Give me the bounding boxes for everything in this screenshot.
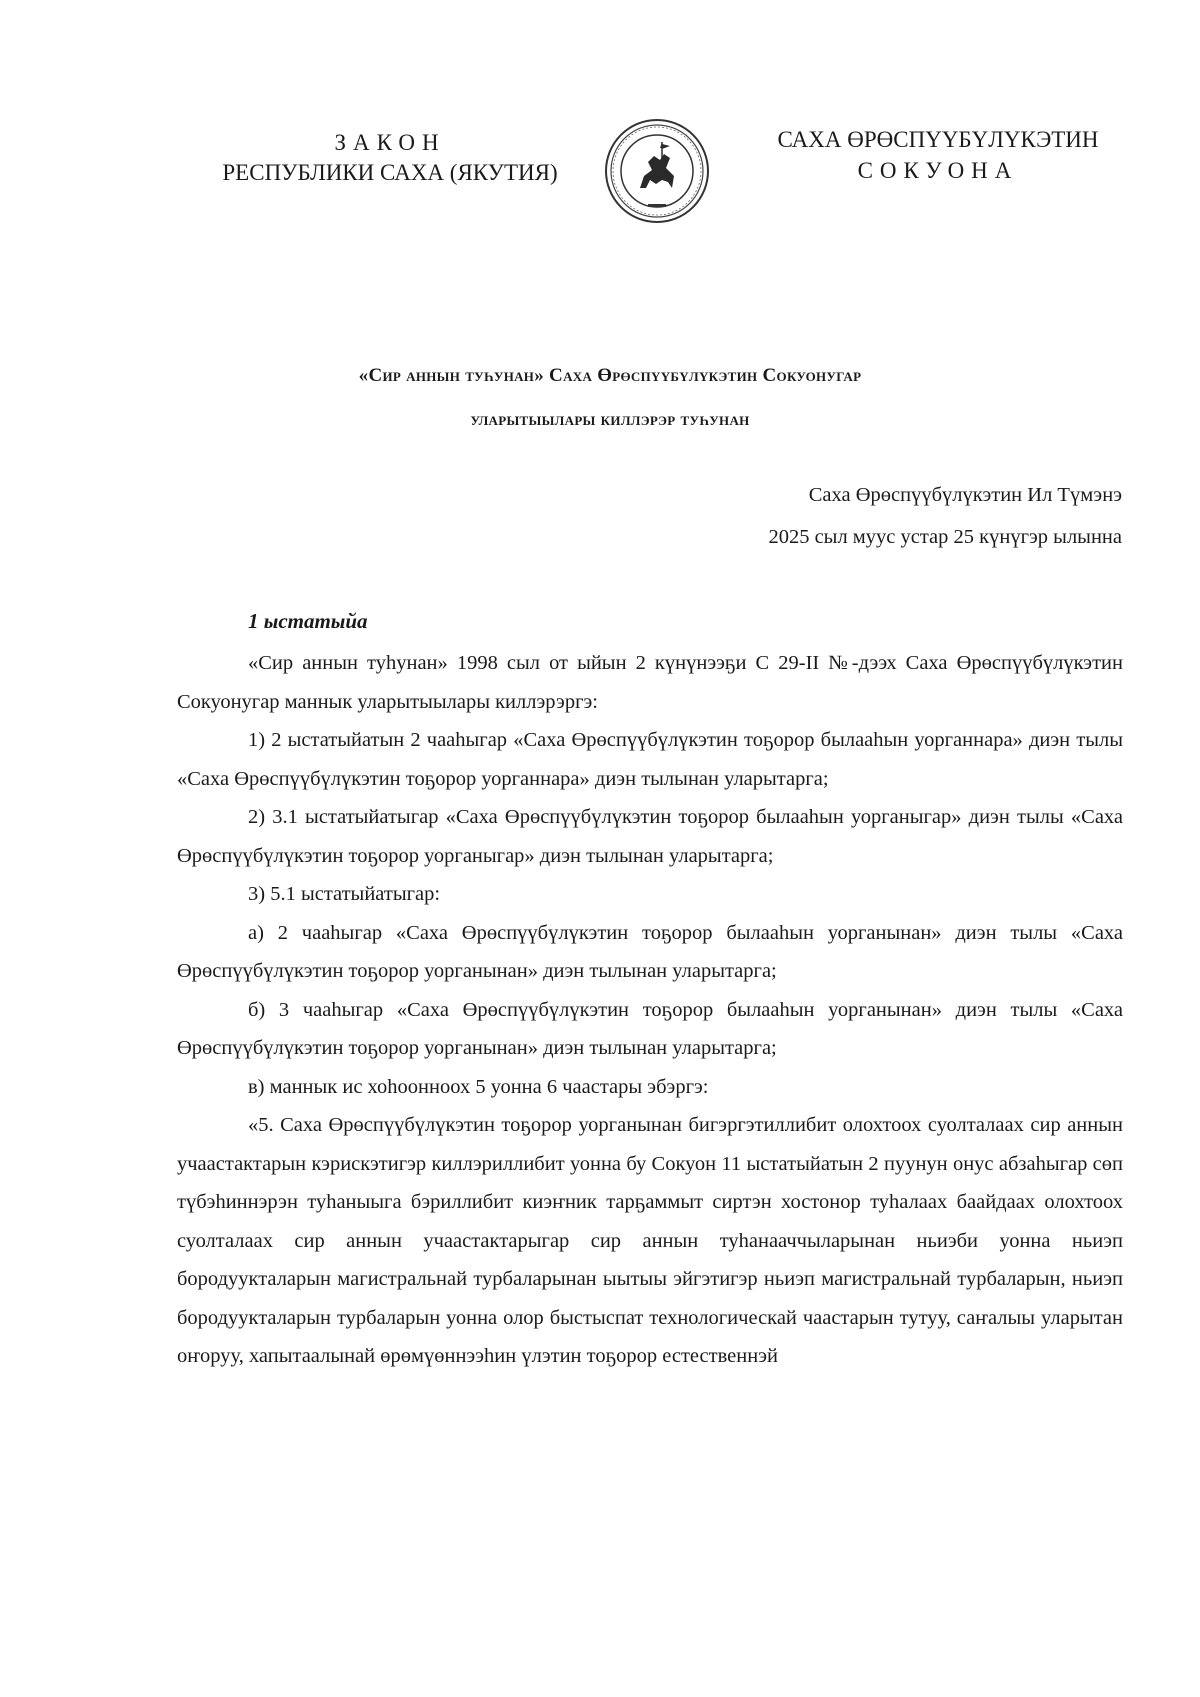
paragraph: 1) 2 ыстатыйатын 2 чааһыгар «Саха Өрөспүүбүлүкэтин тоҕорор былааһын уорганнара» диэн тылы «Саха Өрөспүүбүлүкэтин тоҕорор уорганнара» диэн тылынан уларытарга; (177, 729, 1123, 790)
republic-name-ru: РЕСПУБЛИКИ САХА (ЯКУТИЯ) (222, 160, 558, 185)
article-body (177, 644, 1123, 1376)
paragraph: а) 2 чааһыгар «Саха Өрөспүүбүлүкэтин тоҕорор былааһын уорганынан» диэн тылы «Саха Өрөспүүбүлүкэтин тоҕорор уорганынан» диэн тылынан уларытарга; (177, 921, 1123, 982)
document-title (180, 354, 1040, 442)
law-word-sakha: СОКУОНА (857, 158, 1019, 183)
paragraph: 3) 5.1 ыстатыйатыгар: (248, 883, 441, 905)
title-line-2: уларытыылары киллэрэр туһунан (470, 409, 750, 430)
header-right (738, 124, 1138, 186)
article-heading: 1 ыстатыйа (248, 609, 368, 633)
republic-name-sakha: САХА ӨРӨСПҮҮБҮЛҮКЭТИН (777, 127, 1099, 152)
paragraph: 2) 3.1 ыстатыйатыгар «Саха Өрөспүүбүлүкэтин тоҕорор былааһын уорганыгар» диэн тылы «Саха Өрөспүүбүлүкэтин тоҕорор уорганыгар» диэн тылынан уларытарга; (177, 806, 1123, 867)
law-word: ЗАКОН (334, 130, 446, 155)
header-left (200, 128, 580, 188)
paragraph: «5. Саха Өрөспүүбүлүкэтин тоҕорор уорганынан бигэргэтиллибит олохтоох суолталаах сир аннын учаастактарын кэрискэтигэр киллэриллибит уонна бу Сокуон 11 ыстатыйатын 2 пуунун онус абзаһыгар сөп түбэһиннэрэн туһаныыга бэриллибит киэҥник тарҕаммыт сиртэн хостонор туһалаах баайдаах олохтоох суолталаах сир аннын учаастактарыгар сир аннын туһанааччыларынан ньиэби уонна ньиэп бородуукталарын магистральнай турбаларынан ыытыы эйгэтигэр ньиэп магистральнай турбаларын, ньиэп бородуукталарын турбаларын уонна олор быстыспат технологическай чаастарын тутуу, саҥалыы уларытан оҥоруу, хапытаалынай өрөмүөннээһин үлэтин тоҕорор естественнэй (177, 1114, 1123, 1367)
coat-of-arms-emblem-icon (604, 118, 710, 224)
paragraph: б) 3 чааһыгар «Саха Өрөспүүбүлүкэтин тоҕорор былааһын уорганынан» диэн тылы «Саха Өрөспүүбүлүкэтин тоҕорор уорганынан» диэн тылынан уларытарга; (177, 998, 1123, 1059)
paragraph: в) маннык ис хоһоонноох 5 уонна 6 чаастары эбэргэ: (248, 1075, 709, 1098)
adoption-date: 2025 сыл муус устар 25 күнүгэр ылынна (768, 526, 1122, 548)
adopting-body: Саха Өрөспүүбүлүкэтин Ил Түмэнэ (808, 484, 1122, 506)
paragraph: «Сир аннын туһунан» 1998 сыл от ыйын 2 күнүнээҕи С 29-II №-дээх Саха Өрөспүүбүлүкэтин Сокуонугар маннык уларытыылары киллэрэргэ: (177, 652, 1123, 713)
adoption-block (768, 474, 1122, 558)
title-line-1: «Сир аннын туһунан» Саха Өрөспүүбүлүкэтин Сокуонугар (358, 365, 862, 386)
